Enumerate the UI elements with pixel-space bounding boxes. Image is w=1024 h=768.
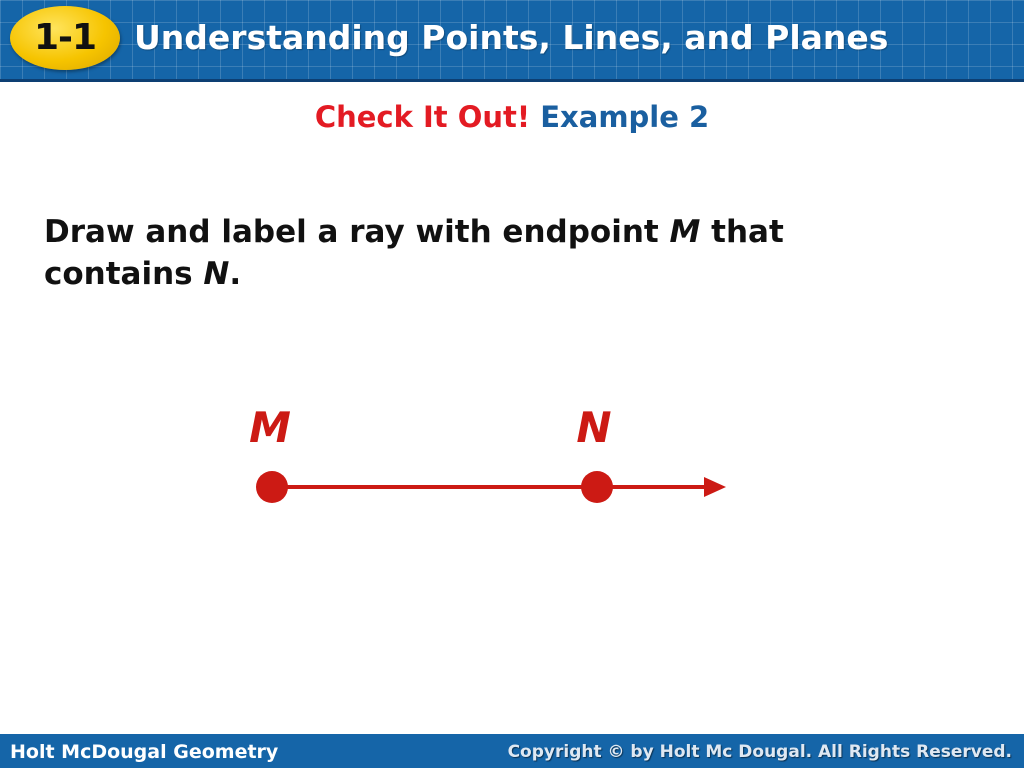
problem-point-n: N	[203, 256, 230, 292]
footer-bar	[0, 734, 1024, 768]
check-it-out-label: Check It Out!	[314, 100, 531, 134]
problem-text-2: that	[700, 214, 784, 250]
lesson-title: Understanding Points, Lines, and Planes	[134, 18, 889, 57]
problem-point-m: M	[669, 214, 701, 250]
problem-text-1: Draw and label a ray with endpoint	[44, 214, 670, 250]
point-m-dot	[256, 471, 288, 503]
point-m-label: M	[249, 403, 291, 452]
point-n-label: N	[576, 403, 612, 452]
footer-publisher: Holt McDougal Geometry	[10, 741, 279, 763]
footer-copyright: Copyright © by Holt Mc Dougal. All Rights Reserved.	[507, 742, 1012, 762]
lesson-number: 1-1	[33, 17, 97, 58]
example-label: Example 2	[540, 100, 710, 134]
problem-text-4: .	[229, 256, 242, 292]
ray-arrowhead	[704, 477, 726, 497]
problem-text-3: contains	[44, 256, 204, 292]
point-n-dot	[581, 471, 613, 503]
